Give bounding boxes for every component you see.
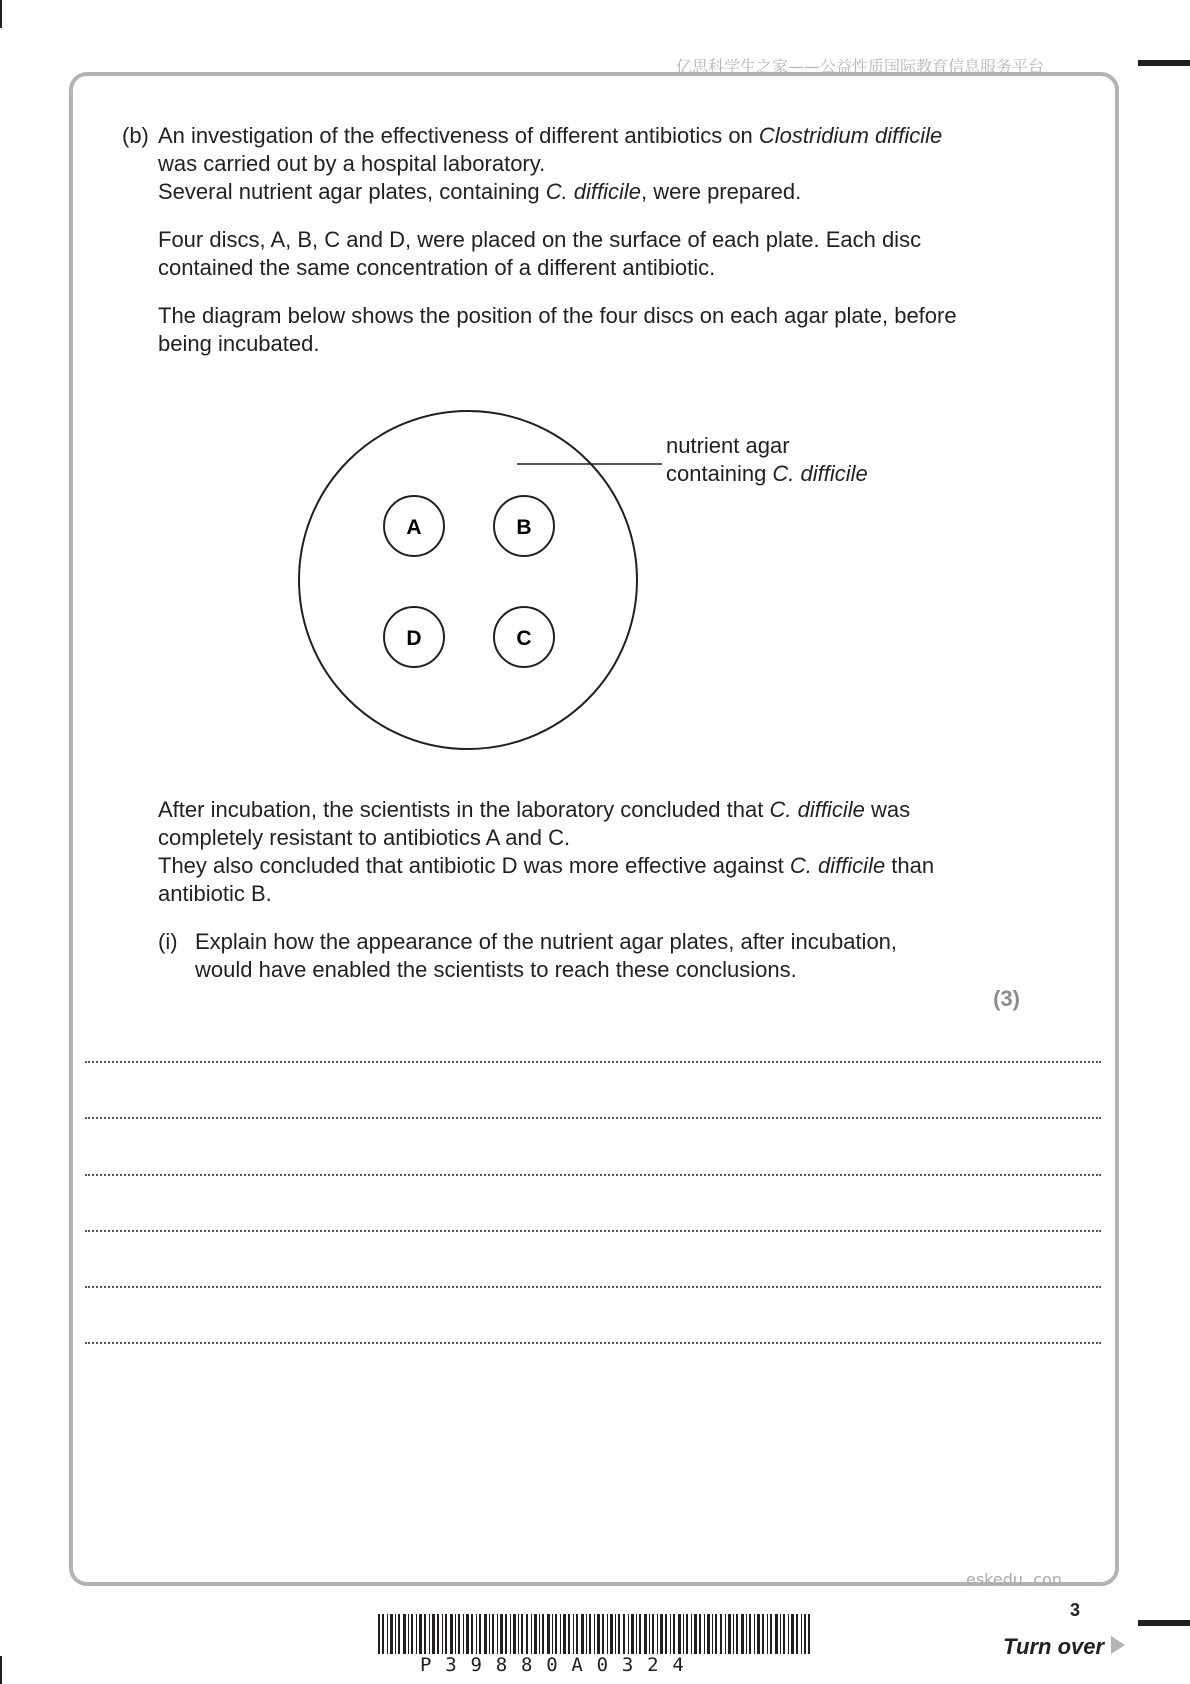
para4-line-4: antibiotic B. xyxy=(158,881,272,906)
disc-b xyxy=(494,496,554,556)
para3-line-1: The diagram below shows the position of the four discs on each agar plate, before xyxy=(158,303,957,328)
disc-c xyxy=(494,607,554,667)
para4-line-1: After incubation, the scientists in the laboratory concluded that C. difficile was xyxy=(158,797,911,822)
agar-plate-diagram xyxy=(290,400,670,760)
answer-line-5[interactable] xyxy=(85,1286,1101,1288)
crop-mark-top-left xyxy=(0,0,2,28)
svg-text:B: B xyxy=(516,516,532,539)
disc-a xyxy=(384,496,444,556)
diagram-label-line-1: nutrient agar xyxy=(666,433,790,458)
barcode-text: P39880A0324 xyxy=(420,1654,698,1676)
crop-mark-bottom-left xyxy=(0,1656,2,1684)
para4-line-2: completely resistant to antibiotics A and C. xyxy=(158,825,571,850)
subpart-line-1: Explain how the appearance of the nutrient agar plates, after incubation, xyxy=(195,929,898,954)
intro-line-3: Several nutrient agar plates, containing C. difficile, were prepared. xyxy=(158,179,802,204)
disc-d xyxy=(384,607,444,667)
registration-bar-bottom xyxy=(1138,1620,1190,1626)
answer-line-4[interactable] xyxy=(85,1230,1101,1232)
svg-text:A: A xyxy=(406,516,422,539)
turn-over-arrow-icon xyxy=(1111,1636,1125,1654)
marks-indicator: (3) xyxy=(993,986,1020,1011)
answer-line-3[interactable] xyxy=(85,1174,1101,1176)
para2-line-1: Four discs, A, B, C and D, were placed on the surface of each plate. Each disc xyxy=(158,227,922,252)
para2-line-2: contained the same concentration of a different antibiotic. xyxy=(158,255,716,280)
para3-line-2: being incubated. xyxy=(158,331,320,356)
answer-line-2[interactable] xyxy=(85,1117,1101,1119)
page-number: 3 xyxy=(1070,1600,1081,1620)
para4-line-3: They also concluded that antibiotic D was more effective against C. difficile than xyxy=(158,853,935,878)
part-label: (b) xyxy=(122,123,149,148)
registration-bar-top xyxy=(1138,60,1190,66)
intro-line-2: was carried out by a hospital laboratory. xyxy=(158,151,546,176)
intro-line-1: An investigation of the effectiveness of different antibiotics on Clostridium difficile xyxy=(158,123,943,148)
turn-over-label: Turn over xyxy=(1003,1634,1105,1659)
diagram-label-line-2: containing C. difficile xyxy=(666,461,868,486)
diagram-label xyxy=(666,432,868,488)
subpart-label: (i) xyxy=(158,929,178,954)
barcode xyxy=(378,1614,810,1654)
agar-plate-circle xyxy=(299,411,637,749)
header-watermark: 亿思科学生之家——公益性质国际教育信息服务平台 xyxy=(676,57,1045,76)
answer-line-6[interactable] xyxy=(85,1342,1101,1344)
svg-text:C: C xyxy=(516,627,532,650)
answer-line-1[interactable] xyxy=(85,1061,1101,1063)
subpart-line-2: would have enabled the scientists to reach these conclusions. xyxy=(195,957,797,982)
svg-text:D: D xyxy=(406,627,422,650)
footer-watermark: eskedu. con xyxy=(966,1570,1062,1589)
